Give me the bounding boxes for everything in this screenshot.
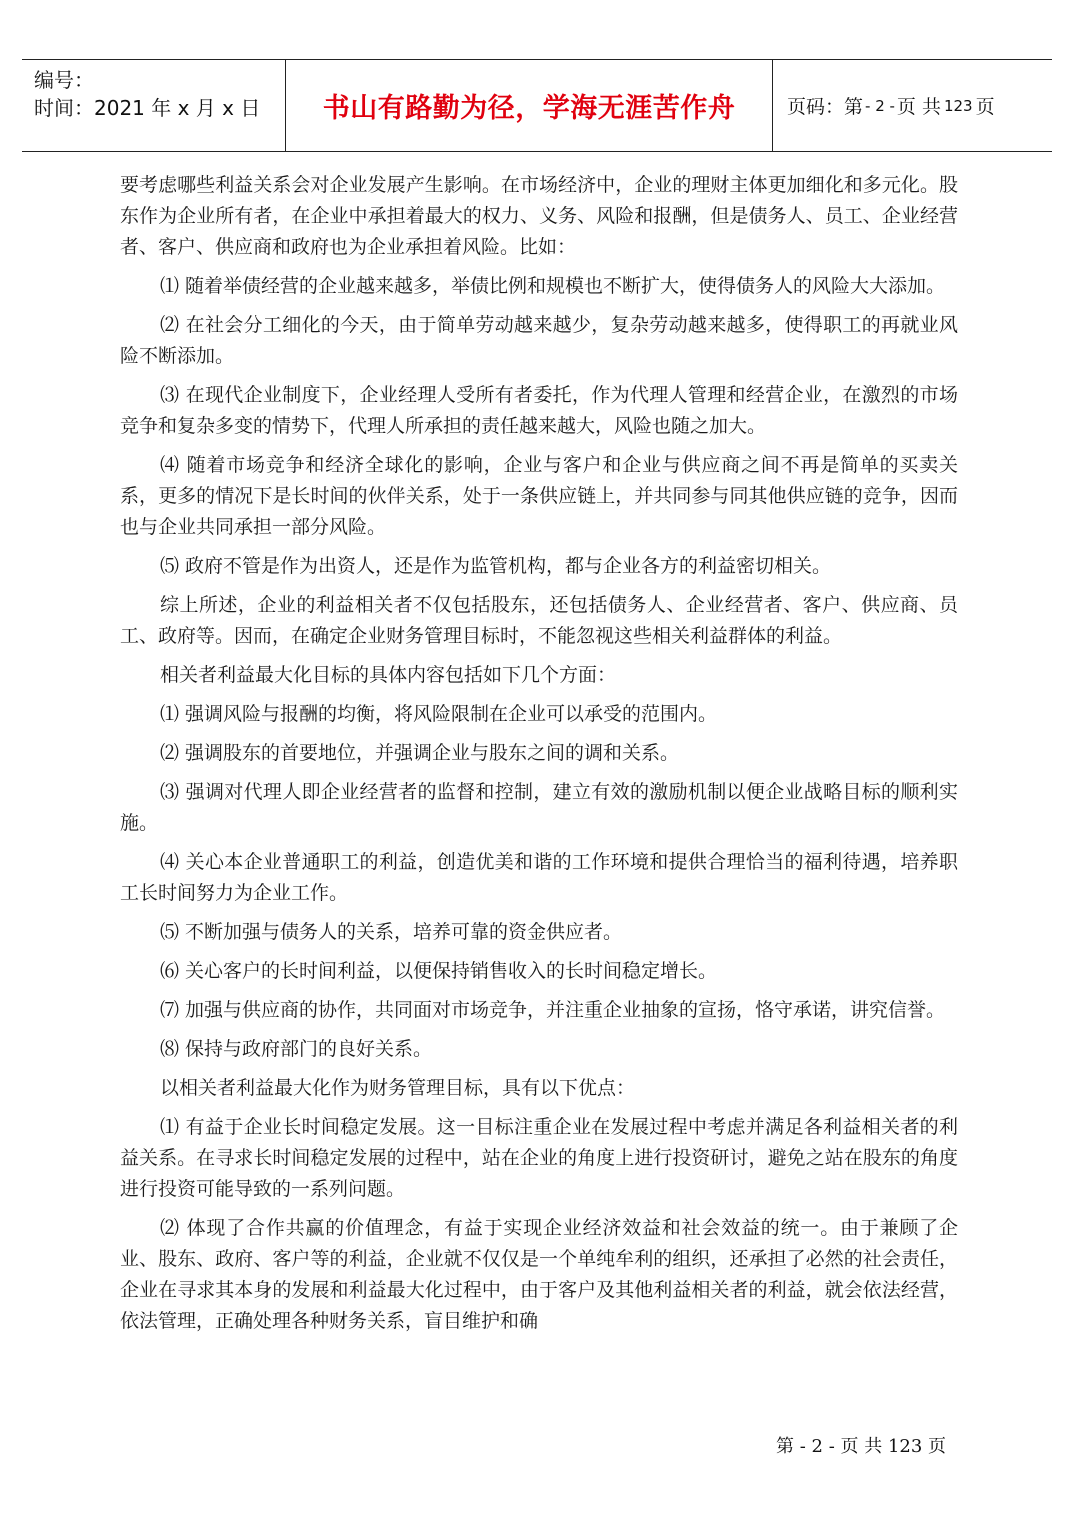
paragraph: ⑵ 强调股东的首要地位，并强调企业与股东之间的调和关系。 [160,742,680,764]
document-body [120,170,958,1345]
paragraph: ⑴ 随着举债经营的企业越来越多，举债比例和规模也不断扩大，使得债务人的风险大大添加。 [160,275,946,297]
header-page-cell [773,60,1052,151]
paragraph: 综上所述，企业的利益相关者不仅包括股东，还包括债务人、企业经营者、客户、供应商、员工、政府等。因而，在确定企业财务管理目标时，不能忽视这些相关利益群体的利益。 [120,594,958,647]
page-total: 123 [943,96,973,115]
paragraph: ⑹ 关心客户的长时间利益，以便保持销售收入的长时间稳定增长。 [160,960,718,982]
page-suffix: 页 共 [896,96,941,118]
paragraph: ⑴ 强调风险与报酬的均衡，将风险限制在企业可以承受的范围内。 [160,703,718,725]
paragraph: ⑶ 强调对代理人即企业经营者的监督和控制，建立有效的激励机制以便企业战略目标的顺利实施。 [120,781,958,834]
paragraph: ⑷ 随着市场竞争和经济全球化的影响，企业与客户和企业与供应商之间不再是简单的买卖关系，更多的情况下是长时间的伙伴关系，处于一条供应链上，并共同参与同其他供应链的竞争，因而也与企业共同承担一部分风险。 [120,454,958,538]
paragraph: ⑸ 不断加强与债务人的关系，培养可靠的资金供应者。 [160,921,623,943]
paragraph: 相关者利益最大化目标的具体内容包括如下几个方面： [160,664,617,686]
paragraph: ⑴ 有益于企业长时间稳定发展。这一目标注重企业在发展过程中考虑并满足各利益相关者的利益关系。在寻求长时间稳定发展的过程中，站在企业的角度上进行投资研讨，避免之站在股东的角度进行投资可能导致的一系列问题。 [120,1116,958,1200]
header-motto-cell [286,60,773,151]
paragraph: ⑵ 体现了合作共赢的价值理念，有益于实现企业经济效益和社会效益的统一。由于兼顾了企业、股东、政府、客户等的利益，企业就不仅仅是一个单纯牟利的组织，还承担了必然的社会责任，企业在寻求其本身的发展和利益最大化过程中，由于客户及其他利益相关者的利益，就会依法经营，依法管理，正确处理各种财务关系，盲目维护和确 [120,1217,958,1332]
paragraph: 要考虑哪些利益关系会对企业发展产生影响。在市场经济中，企业的理财主体更加细化和多元化。股东作为企业所有者，在企业中承担着最大的权力、义务、风险和报酬，但是债务人、员工、企业经营者、客户、供应商和政府也为企业承担着风险。比如： [120,174,958,258]
paragraph: ⑸ 政府不管是作为出资人，还是作为监管机构，都与企业各方的利益密切相关。 [160,555,832,577]
motto-text: 书山有路勤为径，学海无涯苦作舟 [322,93,736,124]
page-header [22,59,1052,152]
time-label: 时间：2021 年 x 月 x 日 [34,96,261,120]
paragraph: ⑵ 在社会分工细化的今天，由于简单劳动越来越少，复杂劳动越来越多，使得职工的再就业风险不断添加。 [120,314,958,367]
paragraph: ⑶ 在现代企业制度下，企业经理人受所有者委托，作为代理人管理和经营企业，在激烈的市场竞争和复杂多变的情势下，代理人所承担的责任越来越大，风险也随之加大。 [120,384,958,437]
page-end: 页 [975,96,995,118]
page-prefix: 页码：第 [787,96,864,118]
header-info-cell [22,60,286,151]
page-number: - 2 - [865,96,895,115]
page-footer: 第 - 2 - 页 共 123 页 [776,1436,947,1457]
paragraph: 以相关者利益最大化作为财务管理目标，具有以下优点： [160,1077,636,1099]
number-label: 编号： [34,68,94,92]
paragraph: ⑺ 加强与供应商的协作，共同面对市场竞争，并注重企业抽象的宣扬，恪守承诺，讲究信誉。 [160,999,946,1021]
paragraph: ⑷ 关心本企业普通职工的利益，创造优美和谐的工作环境和提供合理恰当的福利待遇，培养职工长时间努力为企业工作。 [120,851,958,904]
paragraph: ⑻ 保持与政府部门的良好关系。 [160,1038,433,1060]
